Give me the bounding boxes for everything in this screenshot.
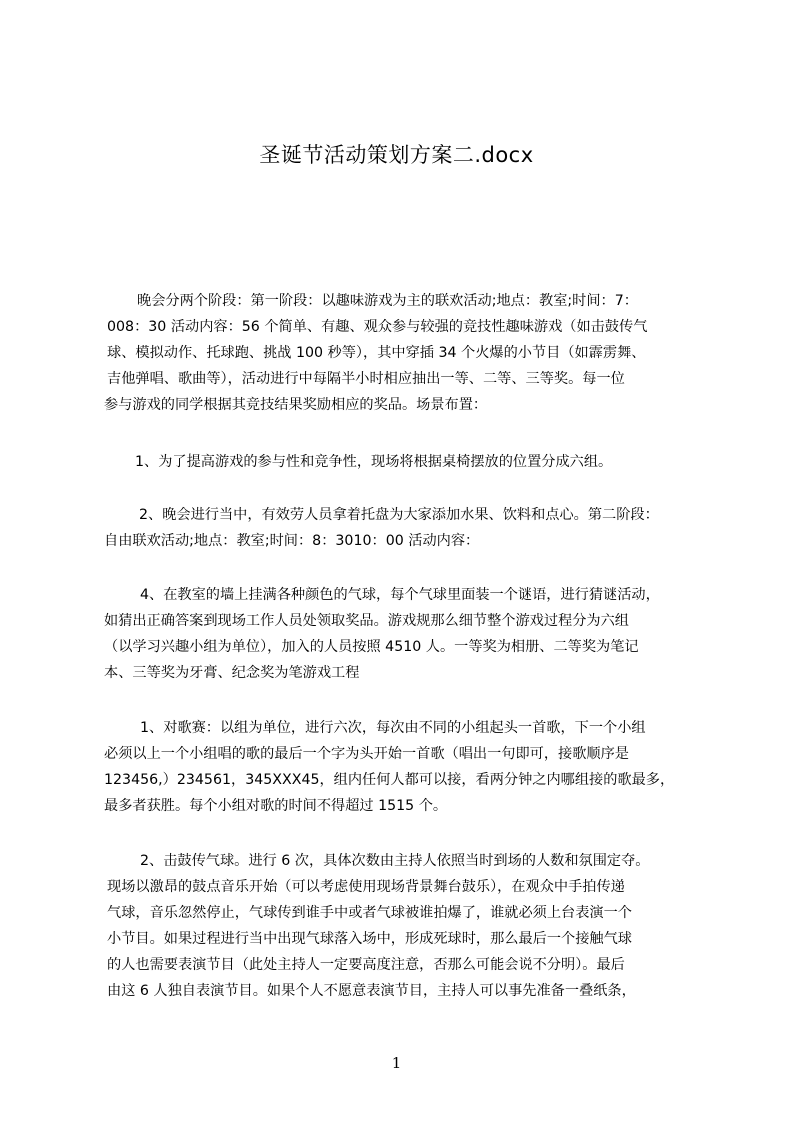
text-line: 球、模拟动作、托球跑、挑战 100 秒等），其中穿插 34 个火爆的小节目（如霹雳舞、 [107, 345, 646, 361]
page-number: 1 [391, 1054, 402, 1072]
text-line: 如猜出正确答案到现场工作人员处领取奖品。游戏规那么细节整个游戏过程分为六组 [104, 613, 629, 629]
text-line: （以学习兴趣小组为单位），加入的人员按照 4510 人。一等奖为相册、二等奖为笔记 [104, 639, 639, 655]
text-line: 1、为了提高游戏的参与性和竞争性，现场将根据桌椅摆放的位置分成六组。 [135, 454, 613, 470]
page-title: 圣诞节活动策划方案二.docx [259, 143, 534, 167]
text-line: 参与游戏的同学根据其竞技结果奖励相应的奖品。场景布置： [104, 397, 488, 413]
text-line: 1、对歌赛：以组为单位，进行六次，每次由不同的小组起头一首歌，下一个小组 [140, 720, 646, 736]
text-line: 必须以上一个小组唱的歌的最后一个字为头开始一首歌（唱出一句即可，接歌顺序是 [104, 746, 629, 762]
text-line: 现场以激昂的鼓点音乐开始（可以考虑使用现场背景舞台鼓乐），在观众中手拍传递 [107, 879, 625, 895]
text-line: 2、击鼓传气球。进行 6 次，具体次数由主持人依照当时到场的人数和氛围定夺。 [140, 853, 650, 869]
text-line: 123456,）234561，345XXX45，组内任何人都可以接，看两分钟之内哪组接的歌最多， [104, 772, 675, 788]
text-line: 008：30 活动内容：56 个简单、有趣、观众参与较强的竞技性趣味游戏（如击鼓传气 [107, 319, 648, 335]
text-line: 气球，音乐忽然停止，气球传到谁手中或者气球被谁拍爆了，谁就必须上台表演一个 [107, 905, 632, 921]
text-line: 小节目。如果过程进行当中出现气球落入场中，形成死球时，那么最后一个接触气球 [107, 931, 632, 947]
text-line: 最多者获胜。每个小组对歌的时间不得超过 1515 个。 [104, 798, 448, 814]
text-line: 吉他弹唱、歌曲等），活动进行中每隔半小时相应抽出一等、二等、三等奖。每一位 [107, 371, 625, 387]
text-line: 本、三等奖为牙膏、纪念奖为笔游戏工程 [104, 665, 360, 681]
text-line: 自由联欢活动;地点：教室;时间：8：3010：00 活动内容： [104, 533, 480, 549]
text-line: 2、晚会进行当中，有效劳人员拿着托盘为大家添加水果、饮料和点心。第二阶段： [139, 507, 659, 523]
text-line: 的人也需要表演节目（此处主持人一定要高度注意，否那么可能会说不分明）。最后 [107, 957, 625, 973]
text-line: 晚会分两个阶段：第一阶段：以趣味游戏为主的联欢活动;地点：教室;时间：7： [137, 293, 638, 309]
text-line: 由这 6 人独自表演节目。如果个人不愿意表演节目，主持人可以事先准备一叠纸条， [107, 983, 636, 999]
text-line: 4、在教室的墙上挂满各种颜色的气球，每个气球里面装一个谜语，进行猜谜活动， [140, 587, 660, 603]
